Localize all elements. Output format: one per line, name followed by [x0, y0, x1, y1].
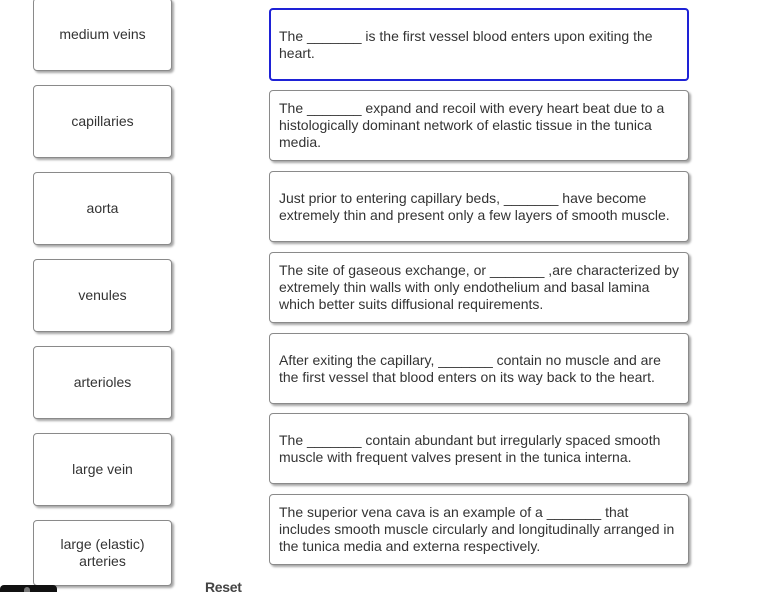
target-sentence: After exiting the capillary, _______ contain no muscle and are the first vessel that blood enters on its way back to the heart. [279, 351, 661, 385]
drop-target-5[interactable] [269, 333, 689, 404]
term-label: capillaries [71, 113, 134, 129]
drop-target-2[interactable] [269, 90, 689, 161]
reset-button[interactable]: Reset [205, 579, 242, 592]
term-label: venules [78, 287, 127, 303]
term-card-large-vein[interactable] [33, 433, 172, 506]
drop-target-6[interactable] [269, 413, 689, 484]
term-card-medium-veins[interactable] [33, 0, 172, 71]
term-card-arterioles[interactable] [33, 346, 172, 419]
drop-target-7[interactable] [269, 494, 689, 565]
target-sentence: The site of gaseous exchange, or _______ ,are characterized by extremely thin walls with only endothelium and basal lamina which better suits diffusional requirements. [279, 262, 680, 312]
term-card-venules[interactable] [33, 259, 172, 332]
term-card-aorta[interactable] [33, 172, 172, 245]
term-label: medium veins [59, 26, 146, 42]
drop-target-1[interactable] [269, 8, 689, 81]
corner-toolbar-tab[interactable] [0, 585, 57, 592]
term-label: aorta [86, 200, 119, 216]
target-sentence: Just prior to entering capillary beds, _______ have become extremely thin and present only a few layers of smooth muscle. [279, 189, 670, 223]
target-sentence: The _______ contain abundant but irregularly spaced smooth muscle with frequent valves present in the tunica interna. [279, 431, 661, 465]
term-label: large vein [72, 461, 133, 477]
target-sentence: The _______ is the first vessel blood enters upon exiting the heart. [279, 27, 653, 61]
target-sentence: The superior vena cava is an example of a _______ that includes smooth muscle circularly and longitudinally arranged in the tunica media and externa respectively. [279, 504, 675, 554]
target-sentence: The _______ expand and recoil with every heart beat due to a histologically dominant network of elastic tissue in the tunica media. [279, 100, 665, 150]
term-label: large (elastic) arteries [60, 536, 145, 569]
tab-handle-icon [24, 587, 30, 592]
drop-target-4[interactable] [269, 252, 689, 323]
term-card-large-elastic-arteries[interactable] [33, 520, 172, 586]
drop-target-3[interactable] [269, 171, 689, 242]
term-card-capillaries[interactable] [33, 85, 172, 158]
term-label: arterioles [73, 374, 132, 390]
